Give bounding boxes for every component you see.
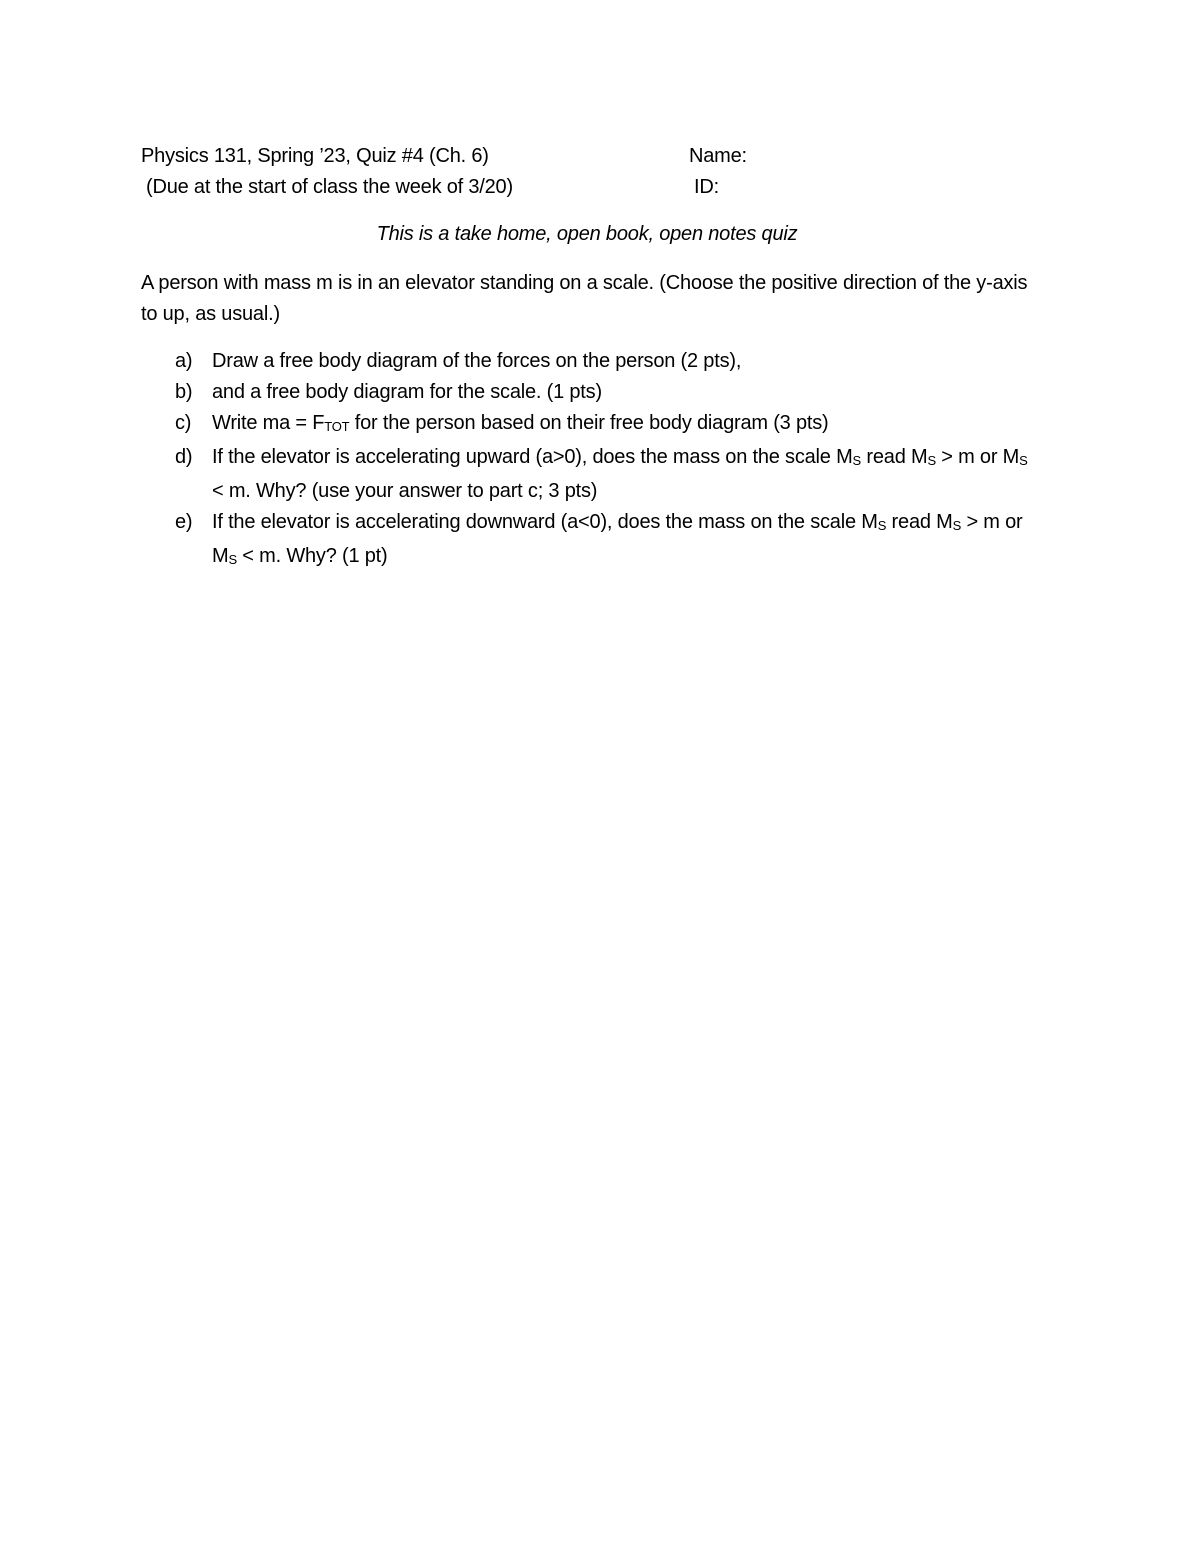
question-list <box>141 346 1041 575</box>
question-c <box>141 408 1041 442</box>
subscript: S <box>952 518 962 533</box>
question-text <box>212 442 1032 507</box>
question-marker: d) <box>175 446 193 468</box>
question-text-part: < m. Why? (use your answer to part c; 3 pts) <box>212 480 598 502</box>
problem-statement: A person with mass m is in an elevator standing on a scale. (Choose the positive direction of the y-axis to up, as usual.) <box>141 272 1028 325</box>
question-marker: c) <box>175 412 192 434</box>
id-label: ID: <box>694 176 719 198</box>
question-text-part: Write ma = F <box>212 412 325 434</box>
subscript: S <box>852 453 862 468</box>
question-text-part: If the elevator is accelerating downward (a<0), does the mass on the scale M <box>212 511 878 533</box>
question-text <box>212 507 1032 575</box>
subscript: S <box>228 552 237 567</box>
question-text-part: read M <box>886 511 953 533</box>
question-text: and a free body diagram for the scale. (1 pts) <box>212 381 602 403</box>
subscript: S <box>927 453 936 468</box>
question-text <box>212 408 1032 442</box>
subscript: TOT <box>324 419 350 434</box>
due-date-note: (Due at the start of class the week of 3/20) <box>146 176 513 198</box>
question-text-part: If the elevator is accelerating upward (a>0), does the mass on the scale M <box>212 446 853 468</box>
question-text: Draw a free body diagram of the forces on the person (2 pts), <box>212 350 742 372</box>
question-b <box>141 377 1041 408</box>
question-e <box>141 507 1041 575</box>
course-title: Physics 131, Spring ’23, Quiz #4 (Ch. 6) <box>141 145 489 167</box>
question-marker: b) <box>175 381 193 403</box>
subscript: S <box>877 518 887 533</box>
quiz-instructions: This is a take home, open book, open notes quiz <box>376 223 798 245</box>
question-text-part: > m or M <box>935 446 1020 468</box>
question-text-part: < m. Why? (1 pt) <box>236 545 388 567</box>
name-label: Name: <box>689 145 747 167</box>
question-text-part: for the person based on their free body diagram (3 pts) <box>349 412 829 434</box>
question-text-part: > m or M <box>212 511 1023 567</box>
question-d <box>141 442 1041 507</box>
question-marker: e) <box>175 511 193 533</box>
question-text-part: read M <box>861 446 928 468</box>
question-a <box>141 346 1041 377</box>
question-marker: a) <box>175 350 193 372</box>
subscript: S <box>1019 453 1028 468</box>
